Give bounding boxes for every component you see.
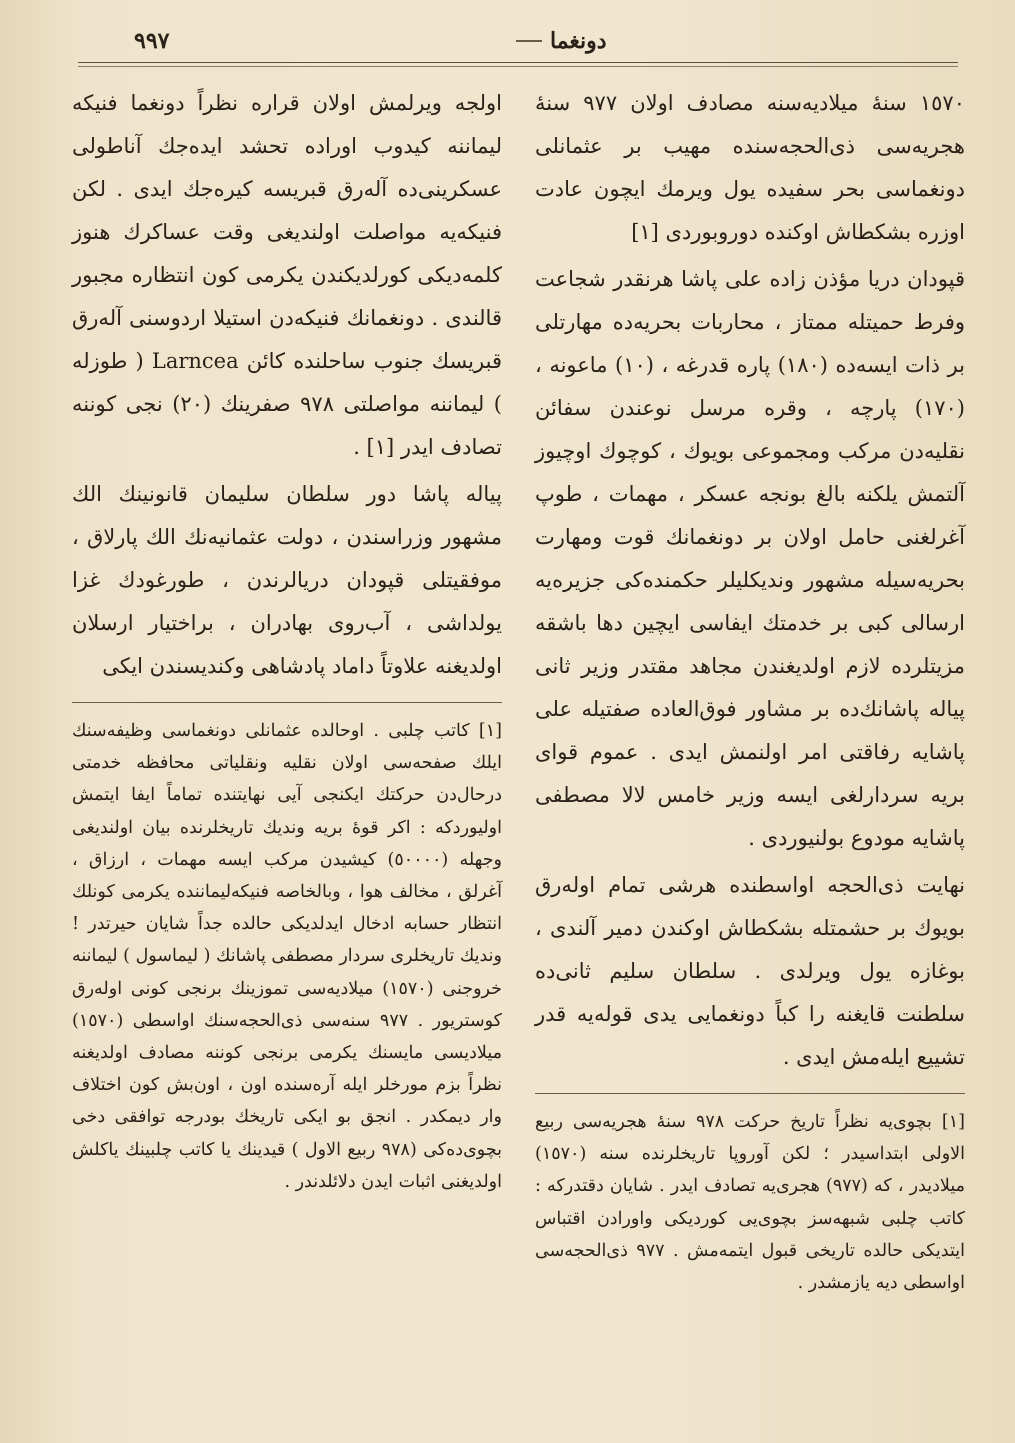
paragraph: قپودان دریا مؤذن زاده علی پاشا هرنقدر شجاعت وفرط حمیتله ممتاز ، محاربات بحریه‌ده مهارتلی بر ذات ایسه‌ده (١٨٠) پاره قدرغه ، (١٠) ماعونه ، (١٧٠) پارچه ، وقره مرسل نوعندن سفائن نقلیه‌دن مرکب ومجموعی بویوك ، کوچوك اوچیوز آلتمش یلکنه بالغ بونجه عسکر ، مهمات ، طوپ آغرلغنی حامل اولان بر دونغمانك قوت ومهارت بحریه‌سیله مشهور ونديكلیلر حکمنده‌کی جزیره‌یه ارسالی کبی بر خدمتك ایفاسی ایچین دها باشقه مزیتلرده لازم اولدیغندن مجاهد مقتدر وزیر ثانی پیاله پاشانك‌ده بر مشاور فوق‌العاده صفتیله علی پاشایه رفاقتی امر اولنمش ایدی . عموم قوای بریه سردارلغی ایسه وزیر خامس لالا مصطفی پاشایه مودوع بولنیوردی . [535, 267, 965, 850]
left-column [72, 82, 502, 1198]
paragraph: اولجه ویرلمش اولان قراره نظراً دونغما فنیکه لیماننه کیدوب اوراده تحشد ایده‌جك آناطولی عسکرینی‌ده آله‌رق قبریسه کیره‌جك ایدی . لکن فنیکه‌یه مواصلت اولندیغی وقت عساکرك هنوز کلمه‌دیکی کورلدیکندن یکرمی کون انتظاره مجبور قالندی . دونغمانك فنیکه‌دن استیلا اردوسنی آله‌رق قبریسك جنوب ساحلنده کائن Larncea ( طوزله ) لیماننه مواصلتی ٩٧٨ صفرینك (٢٠) نجی کوننه تصادف ایدر [١] . [72, 91, 502, 459]
page-header [70, 22, 945, 58]
footnote [72, 715, 502, 1198]
running-title: دونغما [550, 28, 607, 54]
paragraph: ١٥٧٠ سنۀ میلادیه‌سنه مصادف اولان ٩٧٧ سنۀ هجریه‌سی ذی‌الحجه‌سنده مهیب بر عثمانلی دونغماسی بحر سفیده یول ویرمك ایچون عادت اوزره بشکطاش اوکنده دوروبوردی [١] [535, 91, 965, 244]
header-dash [516, 40, 542, 42]
right-column [535, 82, 965, 1299]
paragraph: نهایت ذی‌الحجه اواسطنده هرشی تمام اوله‌رق بویوك بر حشمتله بشکطاش اوکندن دمیر آلندی ، بوغازه یول ویرلدی . سلطان سلیم ثانی‌ده سلطنت قایغنه را کباً دونغمایی یدی قوله‌یه قدر تشییع ایله‌مش ایدی . [535, 873, 965, 1069]
header-rule [78, 62, 958, 67]
footnote-text: [١] بچوی‌یه نظراً تاریخ حرکت ٩٧٨ سنۀ هجریه‌سی ربیع الاولی ابتداسیدر ؛ لکن آوروپا تاریخلرنده سنه (١٥٧٠) میلادیدر ، که (٩٧٧) هجری‌یه تصادف ایدر . شایان دقتدرکه : کاتب چلبی شبهه‌سز بچوی‌یی کوردیکی واورادن اقتباس ایتدیکی حالده تاریخی قبول ایتمه‌مش . ٩٧٧ ذی‌الحجه‌سی اواسطی دیه یازمشدر . [535, 1112, 965, 1294]
paragraph: پیاله پاشا دور سلطان سلیمان قانونینك الك مشهور وزراسندن ، دولت عثمانیه‌نك الك پارلاق ، موفقیتلی قپودان دریالرندن ، طورغودك غزا یولداشی ، آب‌روی بهادران ، براختیار ارسلان اولدیغنه علاوتاً داماد پادشاهی وکندیسندن ایکی [72, 482, 502, 678]
footnote-rule [535, 1093, 965, 1094]
footnote-rule [72, 702, 502, 703]
page-number: ٩٩٧ [134, 28, 170, 54]
footnote [535, 1106, 965, 1299]
footnote-text: [١] کاتب چلبی . اوحالده عثمانلی دونغماسی وظیفه‌سنك ایلك صفحه‌سی اولان نقلیه ونقلیاتی محافظه خدمتی درحال‌دن حرکتك ایکنجی آیی نهایتنده تماماً ایفا ایتمش اولیوردکه : اکر قوۀ بریه ونديك تاریخلرنده بیان اولندیغی وجهله (٥٠٠٠٠) کیشیدن مرکب ایسه مهمات ، ارزاق ، آغرلق ، مخالف هوا ، وبالخاصه فنیکه‌لیماننده یکرمی کونلك انتظار حسابه ادخال ایدلدیکی حالده جداً شایان حیرتدر ! ونديك تاریخلری سردار مصطفی پاشانك ( لیماسول ) لیماننه خروجنی (١٥٧٠) میلادیه‌سی تموزینك برنجی کونی اوله‌رق کوستریور . ٩٧٧ سنه‌سی ذی‌الحجه‌سنك اواسطی (١٥٧٠) میلادیسی مایسنك یکرمی برنجی کوننه مصادف اولدیغنه نظراً بزم مورخلر ایله آره‌سنده اون ، اون‌بش کون اختلاف وار دیمکدر . انجق بو ایکی تاریخك بودرجه توافقی دخی بچوی‌ده‌کی (٩٧٨ ربیع الاول ) قیدینك یا کاتب چلبینك یاکلش اولدیغنی اثبات ایدن دلائلدندر . [72, 721, 503, 1192]
